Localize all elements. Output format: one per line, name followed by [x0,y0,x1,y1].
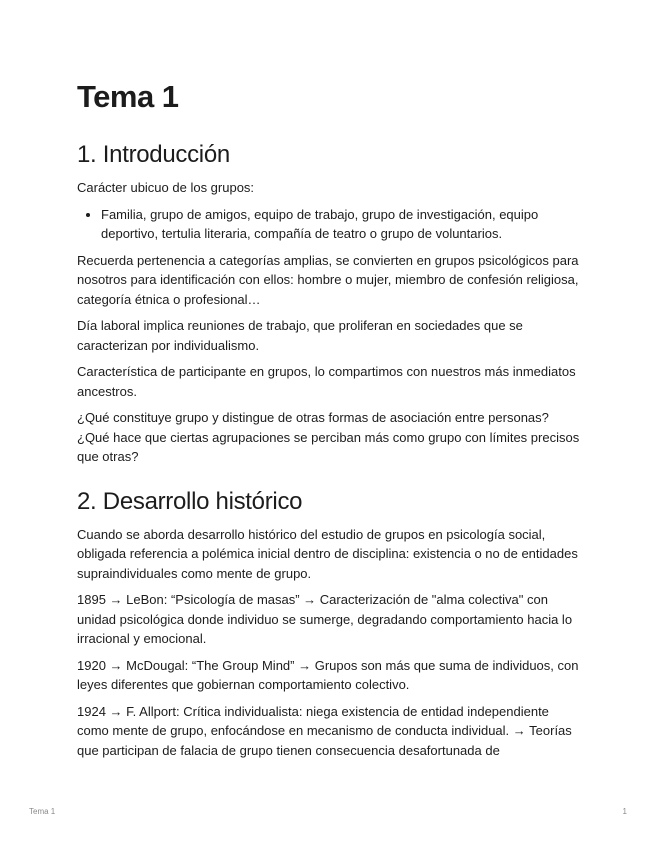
paragraph: Carácter ubicuo de los grupos: [77,180,255,195]
page-title: Tema 1 [77,79,179,114]
document-body [77,140,582,760]
section-heading: 1. Introducción [77,141,230,168]
list-item: • Familia, grupo de amigos, equipo de trabajo, grupo de investigación, equipo deportivo, tertulia literaria, compañía de teatro o grupo de voluntarios. [101,205,582,244]
paragraph: 1920 → McDougal: “The Group Mind” → Grupos son más que suma de individuos, con leyes diferentes que gobiernan comportamiento colectivo. [77,657,579,692]
bullet-list [77,205,582,244]
page-number: 1 [622,807,627,816]
footer-title: Tema 1 [29,807,56,816]
paragraph: ¿Qué constituye grupo y distingue de otras formas de asociación entre personas? ¿Qué hace que ciertas agrupaciones se perciban más como grupo con límites precisos que otras? [77,410,580,464]
paragraph: Cuando se aborda desarrollo histórico del estudio de grupos en psicología social, obligada referencia a polémica inicial dentro de disciplina: existencia o no de entidades supraindividuales como mente de grupo. [77,526,578,581]
paragraph: Característica de participante en grupos, lo compartimos con nuestros más inmediatos ancestros. [77,364,576,399]
paragraph: 1895 → LeBon: “Psicología de masas” → Caracterización de "alma colectiva" con unidad psicológica donde individuo se sumerge, degradando comportamiento hacia lo irracional y emocional. [77,592,573,646]
paragraph: Día laboral implica reuniones de trabajo, que proliferan en sociedades que se caracterizan por individualismo. [77,318,523,353]
section [77,140,582,467]
paragraph: 1924 → F. Allport: Crítica individualista: niega existencia de entidad independiente como mente de grupo, enfocándose en mecanismo de conducta individual. → Teorías que participan de falacia de grupo tienen consecuencia desafortunada de [77,703,572,758]
section-heading: 2. Desarrollo histórico [77,487,303,515]
document-page [77,78,582,780]
paragraph: Recuerda pertenencia a categorías amplias, se convierten en grupos psicológicos para nosotros para identificación con ellos: hombre o mujer, miembro de confesión religiosa, categoría étnica o profesional… [77,252,579,307]
section [77,487,582,761]
